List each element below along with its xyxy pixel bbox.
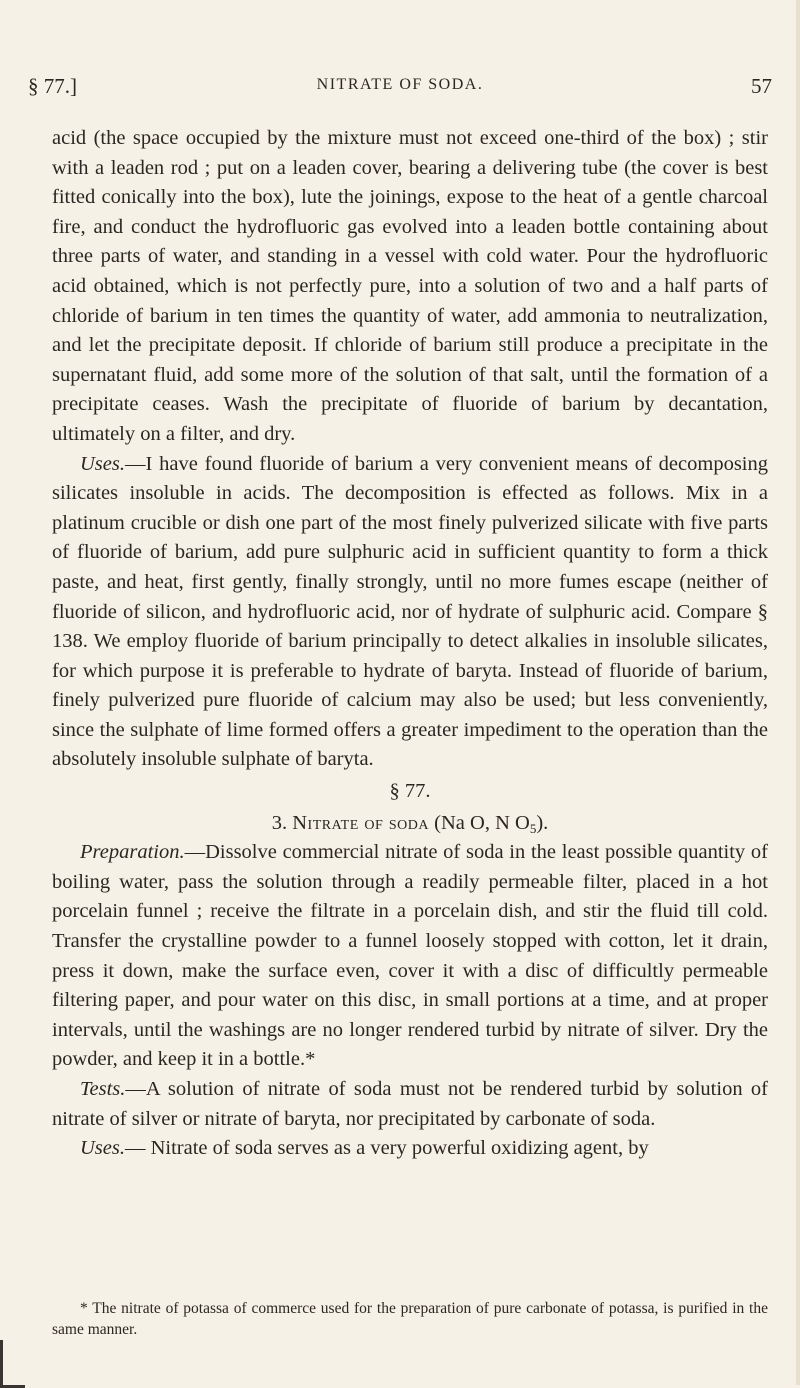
footnote-text: * The nitrate of potassa of commerce used for the preparation of pure carbonate of potassa, is purified in the same manner. [52,1300,768,1338]
preparation-label: Preparation. [80,841,185,864]
uses-label: Uses. [80,452,125,475]
uses-label-2: Uses. [80,1137,125,1160]
paragraph-tests [52,1075,768,1134]
section-name: Nitrate of soda [292,811,430,834]
paragraph-preparation [52,838,768,1075]
section-mark: § 77. [389,780,431,803]
paragraph-uses-nitrate [52,1134,768,1164]
tests-label: Tests. [80,1078,126,1100]
section-title [52,809,768,839]
preparation-text: —Dissolve commercial nitrate of soda in the least possible quantity of boiling water, pass the solution through a readily permeable filter, placed in a hot porcelain funnel ; receive the filtrate in a porcelain dish, and stir the fluid till cold. Transfer the crystalline powder to a funnel loosely stopped with cotton, let it drain, press it down, make the surface even, cover it with a disc of difficultly permeable filtering paper, and pour water on this disc, in small portions at a time, and at proper intervals, until the washings are no longer rendered turbid by nitrate of silver. Dry the powder, and keep it in a bottle.* [52,841,768,1071]
page-corner-mark [0,1340,25,1388]
body-text [52,124,768,1164]
header-title: NITRATE OF SODA. [316,76,484,93]
running-header [28,74,772,108]
tests-text: —A solution of nitrate of soda must not be rendered turbid by solution of nitrate of silver or nitrate of baryta, nor precipitated by carbonate of soda. [52,1078,768,1130]
page-number: 57 [751,74,772,98]
header-section-ref: § 77.] [28,74,77,98]
page-edge-shadow [796,0,800,1385]
section-number: 3. [271,811,288,834]
uses-text: —I have found fluoride of barium a very convenient means of decomposing silicates insoluble in acids. The decomposition is effected as follows. Mix in a platinum crucible or dish one part of the most finely pulverized silicate with five parts of fluoride of barium, add pure sulphuric acid in sufficient quantity to form a thick paste, and heat, first gently, finally strongly, until no more fumes escape (neither of fluoride of silicon, and hydrofluoric acid, nor of hydrate of sulphuric acid. Compare § 138. We employ fluoride of barium principally to detect alkalies in insoluble silicates, for which purpose it is preferable to hydrate of baryta. Instead of fluoride of barium, finely pulverized pure fluoride of calcium may also be used; but less conveniently, since the sulphate of lime formed offers a greater impediment to the operation than the absolutely insoluble sulphate of baryta. [52,452,768,771]
section-formula: (Na O, N $O_5$). [434,811,549,836]
paragraph-continuation: acid (the space occupied by the mixture must not exceed one-third of the box) ; stir with a leaden rod ; put on a leaden cover, bearing a delivering tube (the cover is best fitted conically into the box), lute the joinings, expose to the heat of a gentle charcoal fire, and conduct the hydrofluoric gas evolved into a leaden bottle containing about three parts of water, and standing in a vessel with cold water. Pour the hydrofluoric acid obtained, which is not perfectly pure, into a solution of two and a half parts of chloride of barium in ten times the quantity of water, add ammonia to neutralization, and let the precipitate deposit. If chloride of barium still produce a precipitate in the supernatant fluid, add some more of the solution of that salt, until the formation of a precipitate ceases. Wash the precipitate of fluoride of barium by decantation, ultimately on a filter, and dry. [52,127,768,445]
uses-text-2: — Nitrate of soda serves as a very powerful oxidizing agent, by [124,1137,649,1160]
footnote [52,1298,768,1340]
paragraph-uses-fluoride [52,450,768,776]
